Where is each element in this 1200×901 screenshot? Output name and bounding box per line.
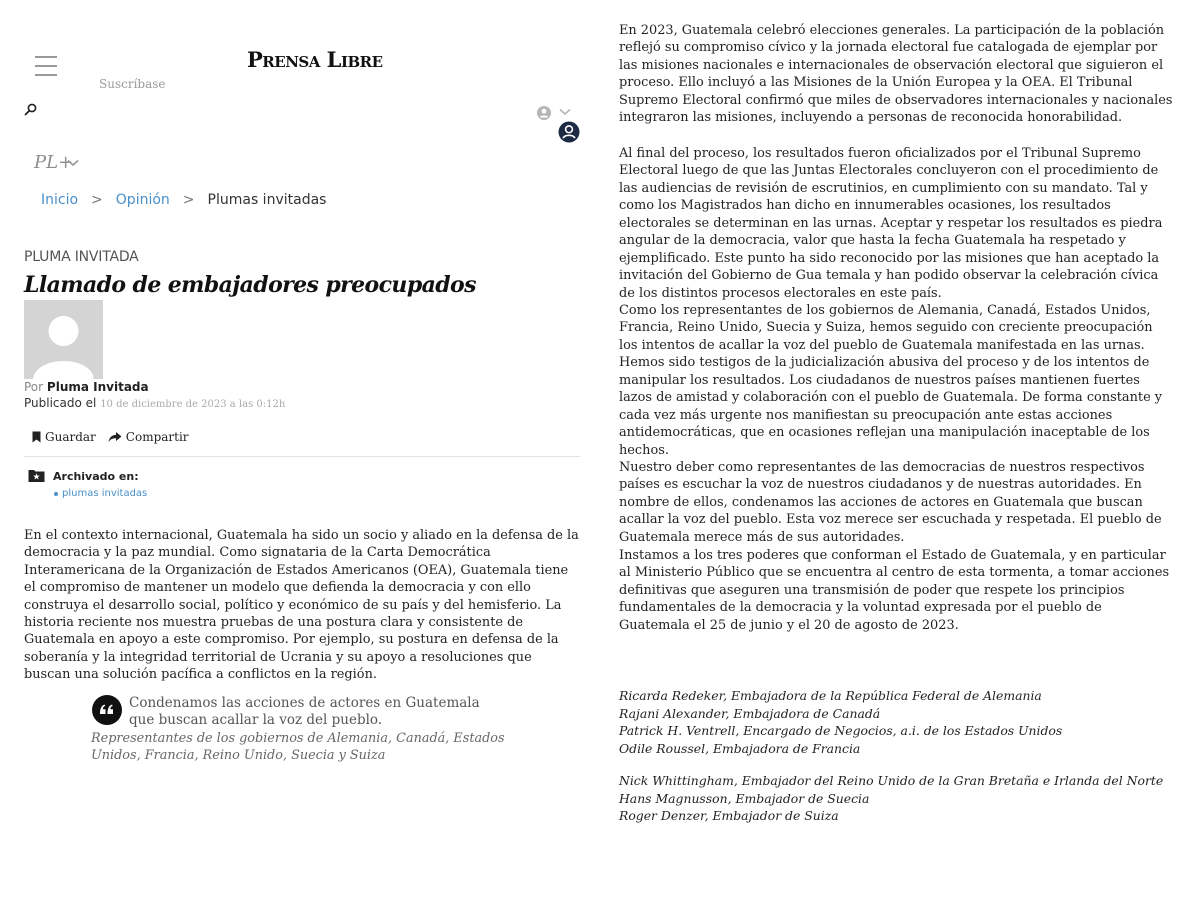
article-intro-paragraph: En el contexto internacional, Guatemala ha sido un socio y aliado en la defensa de la democracia y la paz mundial. Como signataria de la Carta Democrática Interamericana de la Organización de Estados Americanos (OEA), Guatemala tiene el compromiso de mantener un modelo que defienda la democracia y con ello construya el desarrollo social, político y económico de su país y del hemisferio. La historia reciente nos muestra pruebas de una postura clara y consistente de Guatemala en apoyo a este compromiso. Por ejemplo, su postura en defensa de la soberanía y la integridad territorial de Ucrania y su apoyo a resoluciones que buscan una solución pacífica a conflictos en la región.: [24, 528, 579, 683]
signatories-group: [619, 687, 1179, 757]
share-label: Compartir: [125, 430, 189, 444]
signatory: Odile Roussel, Embajadora de Francia: [619, 740, 861, 756]
share-button[interactable]: [108, 430, 189, 444]
signatory: Hans Magnusson, Embajador de Suecia: [619, 790, 870, 806]
pull-quote-source: Representantes de los gobiernos de Alemania, Canadá, Estados Unidos, Francia, Reino Unido, Suecia y Suiza: [91, 731, 505, 764]
signatory: Roger Denzer, Embajador de Suiza: [619, 808, 839, 823]
subscribe-link[interactable]: Suscríbase: [99, 77, 166, 91]
author-avatar: [24, 300, 103, 379]
byline-prefix: Por: [24, 380, 44, 394]
share-icon: [108, 431, 122, 443]
publish-info: [24, 396, 285, 410]
breadcrumb: [41, 192, 326, 208]
signatory: Ricarda Redeker, Embajadora de la República Federal de Alemania: [619, 688, 1042, 703]
save-button[interactable]: [32, 430, 96, 444]
breadcrumb-separator: >: [182, 192, 195, 208]
published-date: 10 de diciembre de 2023 a las 0:12h: [100, 399, 286, 410]
author-name[interactable]: Pluma Invitada: [46, 380, 149, 394]
byline: [24, 380, 149, 394]
signatory: Nick Whittingham, Embajador del Reino Unido de la Gran Bretaña e Irlanda del Norte: [619, 773, 1164, 788]
breadcrumb-separator: >: [91, 192, 103, 208]
chevron-down-icon[interactable]: [67, 159, 79, 167]
user-profile-icon[interactable]: [558, 121, 580, 143]
breadcrumb-home[interactable]: Inicio: [41, 192, 79, 208]
article-paragraph: Nuestro deber como representantes de las democracias de nuestros respectivos países es escuchar la voz de nuestros ciudadanos y de nuestras autoridades. En nombre de ellos, condenamos las acciones de actores en Guatemala que buscan acallar la voz del pueblo. Esta voz merece ser escuchada y respetada. El pueblo de Guatemala merece más de sus autoridades.: [619, 460, 1162, 545]
avatar-placeholder-icon: [24, 300, 103, 379]
article-actions: [32, 430, 189, 444]
article-paragraph: Al final del proceso, los resultados fueron oficializados por el Tribunal Supremo Electoral luego de que las Juntas Electorales concluyeron con el procedimiento de las audiencias de revisión de escrutinios, en cumplimiento con su mandato. Tal y como los Magistrados han dicho en innumerables ocasiones, los resultados electorales se determinan en las urnas. Aceptar y respetar los resultados es piedra angular de la democracia, valor que hasta la fecha Guatemala ha respetado y ejemplificado. Este punto ha sido reconocido por las misiones que han aceptado la invitación del Gobierno de Gua temala y han podido observar la celebración cívica de los distintos procesos electorales en este país.: [619, 146, 1163, 301]
chevron-down-icon[interactable]: [559, 108, 571, 116]
published-label: Publicado el: [24, 396, 97, 410]
breadcrumb-current: Plumas invitadas: [207, 192, 327, 208]
save-label: Guardar: [45, 430, 96, 444]
pl-plus-menu[interactable]: PL+: [34, 152, 74, 173]
article-title: Llamado de embajadores preocupados: [24, 272, 476, 298]
menu-icon[interactable]: [35, 56, 57, 76]
archived-label: Archivado en:: [53, 470, 139, 483]
pull-quote-text: Condenamos las acciones de actores en Guatemala que buscan acallar la voz del pueblo.: [129, 695, 480, 728]
article-paragraph: En 2023, Guatemala celebró elecciones generales. La participación de la población reflejó su compromiso cívico y la jornada electoral fue catalogada de ejemplar por las misiones nacionales e internacionales de observación electoral que siguieron el proceso. Ello incluyó a las Misiones de la Unión Europea y la OEA. El Tribunal Supremo Electoral confirmó que miles de observadores internacionales y nacionales integraron las misiones, incluyendo a personas de reconocida honorabilidad.: [619, 23, 1173, 126]
signatories-group: [619, 772, 1179, 825]
article-kicker: PLUMA INVITADA: [24, 249, 139, 265]
site-logo[interactable]: Prensa Libre: [247, 47, 383, 72]
quote-icon: [92, 695, 122, 725]
archived-tag-link[interactable]: [54, 488, 147, 499]
bookmark-icon: [32, 431, 41, 443]
user-account-icon[interactable]: [536, 105, 552, 121]
bullet-icon: [54, 492, 58, 496]
article-paragraph: Instamos a los tres poderes que conforman el Estado de Guatemala, y en particular al Ministerio Público que se encuentra al centro de esta tormenta, a tomar acciones definitivas que aseguren una transmisión de poder que respete los principios fundamentales de la democracia y la voluntad expresada por el pueblo de Guatemala el 25 de junio y el 20 de agosto de 2023.: [619, 548, 1170, 633]
divider: [24, 456, 580, 457]
article-paragraph: Como los representantes de los gobiernos de Alemania, Canadá, Estados Unidos, Francia, Reino Unido, Suecia y Suiza, hemos seguido con creciente preocupación los intentos de acallar la voz del pueblo de Guatemala manifestada en las urnas. Hemos sido testigos de la judicialización abusiva del proceso y de los intentos de manipular los resultados. Los ciudadanos de nuestros países mantienen fuertes lazos de amistad y colaboración con el pueblo de Guatemala. De forma constante y cada vez más urgente nos manifiestan su preocupación ante estas acciones antidemocráticas, que en ocasiones reflejan una manipulación inaceptable de los hechos.: [619, 303, 1163, 458]
breadcrumb-section[interactable]: Opinión: [115, 192, 170, 208]
signatory: Patrick H. Ventrell, Encargado de Negocios, a.i. de los Estados Unidos: [619, 723, 1063, 738]
folder-star-icon: [28, 468, 45, 483]
search-icon[interactable]: [24, 102, 38, 116]
archived-tag-label: plumas invitadas: [62, 488, 148, 499]
signatory: Rajani Alexander, Embajadora de Canadá: [619, 705, 881, 721]
